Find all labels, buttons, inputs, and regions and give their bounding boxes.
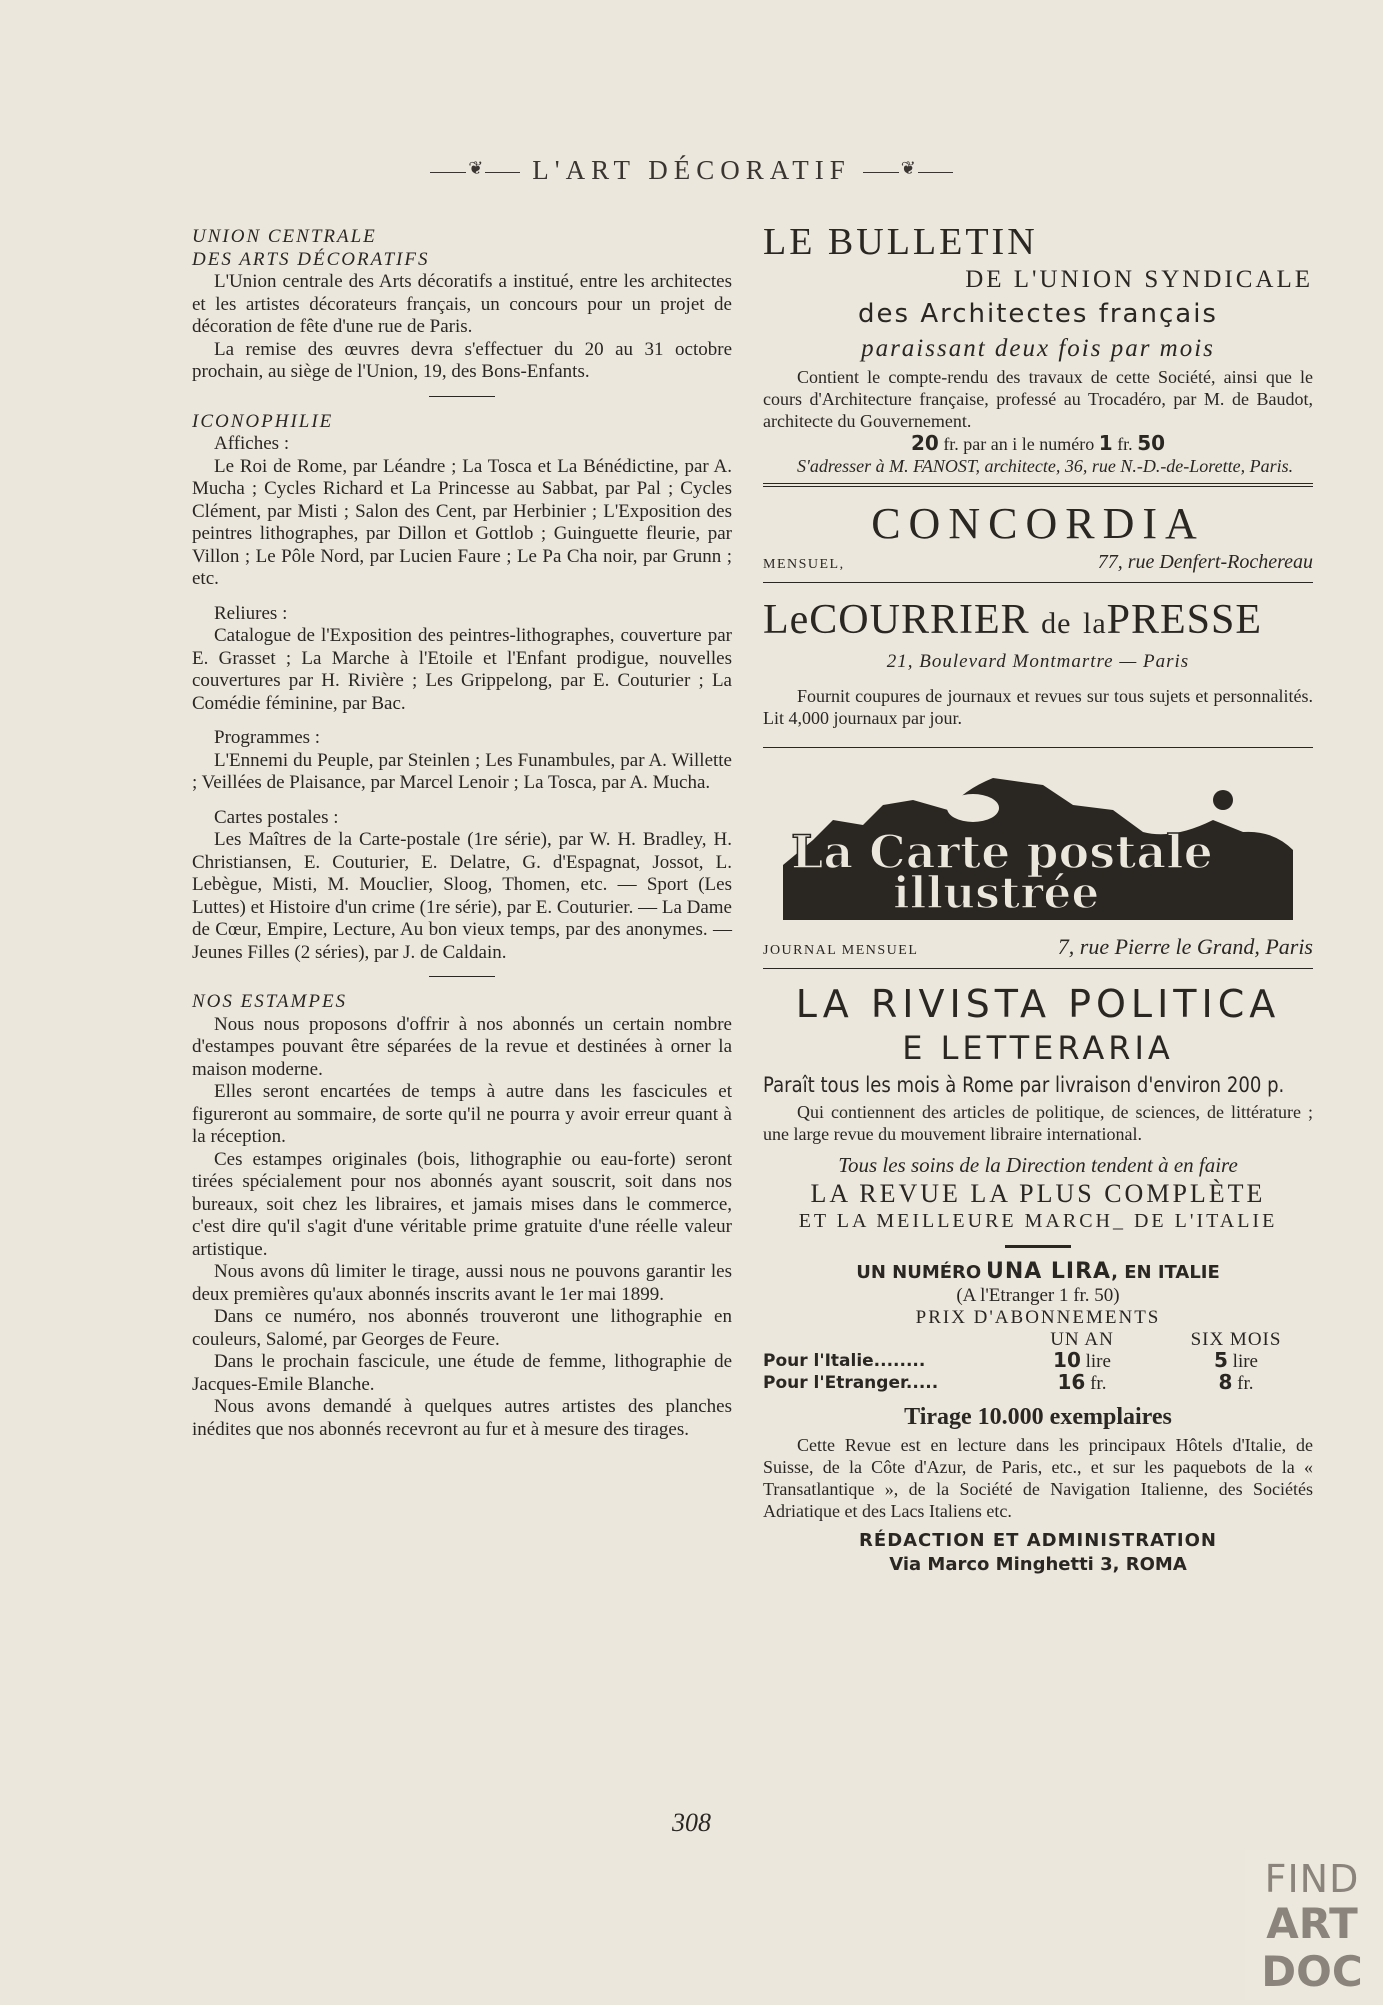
rivista-italic: Tous les soins de la Direction tendent à en faire [838,1153,1238,1177]
carte-postale-logo-graphic [773,770,1303,920]
price-cell [1159,1372,1313,1394]
section-divider [429,396,495,397]
table-row [763,1372,1313,1394]
price-header-cell: SIX MOIS [1190,1329,1282,1350]
courrier-de: de [1041,607,1072,640]
price-value: 10 [1053,1348,1081,1372]
bulletin-subtitle-1: DE L'UNION SYNDICALE [965,266,1313,293]
estampes-paragraph: Elles seront encartées de temps à autre dans les fascicules et figureront au sommaire, de sorte qu'il ne pourra y avoir erreur quant à la réception. [192,1081,732,1147]
concordia-title: CONCORDIA [871,499,1205,548]
rivista-tirage: Tirage 10.000 exemplaires [904,1404,1172,1430]
carte-postale-logo-line2: illustrée [893,868,1100,919]
courrier-courrier: COURRIER [809,597,1030,643]
page-number: 308 [672,1808,711,1837]
concordia-info [763,551,1313,574]
courrier-presse: PRESSE [1106,597,1263,643]
price-cell [1159,1350,1313,1372]
carte-postale-info [763,934,1313,960]
rivista-numero-a: UN NUMÉRO [856,1262,982,1283]
courrier-body: Fournit coupures de journaux et revues sur tous sujets et personnalités. Lit 4,000 journaux par jour. [763,686,1313,728]
price-cell [1005,1372,1159,1394]
price-table-header [763,1329,1313,1350]
watermark-graphic [1245,1850,1380,2000]
carte-postale-logo [773,770,1303,920]
courrier-ad [763,595,1313,729]
rivista-title-1: LA RIVISTA POLITICA [795,982,1281,1026]
bulletin-price-d: fr. [1117,434,1133,454]
rivista-prix: PRIX D'ABONNEMENTS [915,1307,1161,1328]
estampes-section [192,991,732,1441]
rivista-tirage-body: Cette Revue est en lecture dans les principaux Hôtels d'Italie, de Suisse, de la Côte d'Azur, de Paris, etc., et sur les paquebots de la « Transatlantique », de la Société de Navigation Italienne, des Sociétés Adriatique et des Lacs Italiens etc. [763,1435,1313,1521]
rivista-numero-c: , EN ITALIE [1111,1262,1220,1283]
table-row [763,1350,1313,1372]
price-table [763,1329,1313,1394]
running-head-title: L'ART DÉCORATIF [532,155,851,185]
ad-divider [763,747,1313,748]
carte-postale-ad [763,770,1313,960]
watermark-line2: ART [1266,1899,1358,1948]
price-header-cell: UN AN [1050,1329,1114,1350]
bulletin-subtitle-3: paraissant deux fois par mois [861,335,1215,362]
estampes-paragraph: Ces estampes originales (bois, lithographie ou eau-forte) seront tirées spécialement pour nos abonnés ayant souscrit, soit dans nos bureaux, soit chez les libraires, et jamais mises dans le commerce, c'est dire qu'il s'agit d'une véritable prime gratuite d'une réelle valeur artistique. [192,1148,732,1260]
price-unit: fr. [1090,1373,1107,1394]
bulletin-title: LE BULLETIN [763,221,1038,263]
ad-divider [763,582,1313,583]
rivista-caps-2: ET LA MEILLEURE MARCH_ DE L'ITALIE [798,1210,1278,1232]
rivista-title-2: E LETTERARIA [902,1029,1174,1067]
rivista-redaction: RÉDACTION ET ADMINISTRATION [859,1530,1217,1551]
iconophilie-title: ICONOPHILIE [192,410,334,432]
rivista-ad [763,981,1313,1576]
carte-postale-frequency: JOURNAL MENSUEL [763,943,919,958]
union-title-1: UNION CENTRALE [192,226,377,247]
estampes-paragraph: Dans ce numéro, nos abonnés trouveront une lithographie en couleurs, Salomé, par Georges de Feure. [192,1306,732,1350]
price-unit: lire [1232,1351,1258,1372]
rivista-via: Via Marco Minghetti 3, ROMA [889,1554,1187,1575]
courrier-la: la [1082,607,1107,640]
bulletin-address: S'adresser à M. FANOST, architecte, 36, rue N.-D.-de-Lorette, Paris. [797,456,1294,476]
right-ornament-icon [863,166,953,180]
rivista-caps-1: LA REVUE LA PLUS COMPLÈTE [810,1179,1266,1208]
programmes-text: L'Ennemi du Peuple, par Steinlen ; Les Funambules, par A. Willette ; Veillées de Plaisance, par Marcel Lenoir ; La Tosca, par A. Mucha. [192,749,732,793]
watermark-line3: DOC [1261,1947,1363,1996]
iconophilie-section [192,411,732,965]
left-column [192,226,732,1441]
concordia-frequency: MENSUEL, [763,557,845,572]
price-row-label: Pour l'Etranger..... [763,1372,939,1393]
cartes-label: Cartes postales : [214,806,339,828]
courrier-title [763,595,1313,649]
courrier-address: 21, Boulevard Montmartre — Paris [886,651,1190,672]
price-cell [1005,1350,1159,1372]
section-divider [429,976,495,977]
right-column [763,220,1313,1576]
rivista-periodicity: Paraît tous les mois à Rome par livraison d'environ 200 p. [763,1073,1285,1097]
bulletin-price-a: 20 [910,431,939,455]
price-value: 5 [1214,1348,1228,1372]
left-ornament-icon [430,166,520,180]
affiches-text: Le Roi de Rome, par Léandre ; La Tosca et La Bénédictine, par A. Mucha ; Cycles Richard et La Princesse au Sabbat, par Pal ; Cycles Clément, par Misti ; Salon des Cent, par Herbinier ; L'Exposition des peintres lithographes, par Dillon et Gottlob ; Guinguette fleurie, par Villon ; Le Pôle Nord, par Lucien Faure ; Le Pa Cha noir, par Grunn ; etc. [192,455,732,589]
bulletin-subtitle-2: des Architectes français [858,299,1218,329]
price-value: 16 [1057,1370,1086,1394]
rivista-body: Qui contiennent des articles de politique, de sciences, de littérature ; une large revue du mouvement libraire international. [763,1102,1313,1144]
price-row-label: Pour l'Italie........ [763,1350,926,1371]
bulletin-price-b: fr. par an i le numéro [943,434,1095,454]
bulletin-price [763,432,1313,455]
carte-postale-address: 7, rue Pierre le Grand, Paris [1057,934,1313,959]
price-value: 8 [1218,1370,1233,1394]
concordia-ad [763,497,1313,574]
price-unit: fr. [1237,1373,1254,1394]
bulletin-price-e: 50 [1137,431,1166,455]
rivista-etranger: (A l'Etranger 1 fr. 50) [956,1285,1120,1306]
courrier-le: Le [763,597,810,643]
rivista-numero-b: UNA LIRA [985,1259,1112,1284]
union-paragraph-1: L'Union centrale des Arts décoratifs a institué, entre les architectes et les artistes décorateurs français, un concours pour un projet de décoration de fête d'une rue de Paris. [192,271,732,337]
reliures-text: Catalogue de l'Exposition des peintres-lithographes, couverture par E. Grasset ; La Marche à l'Etoile et l'Enfant prodigue, nouvelles couvertures par H. Rivière ; Les Grippelong, par E. Couturier ; La Comédie féminine, par Bac. [192,625,732,714]
price-header-cell [763,1329,1005,1350]
carte-postale-logo-line1: La Carte postale [791,825,1213,879]
price-unit: lire [1085,1351,1111,1372]
union-paragraph-2: La remise des œuvres devra s'effectuer du 20 au 31 octobre prochain, au siège de l'Union, 19, des Bons-Enfants. [192,338,732,382]
estampes-paragraph: Nous avons demandé à quelques autres artistes des planches inédites que nos abonnés recevront au fur et à mesure des tirages. [192,1396,732,1440]
running-head [0,155,1383,186]
affiches-label: Affiches : [214,433,290,454]
ad-divider [763,968,1313,969]
bulletin-ad [763,220,1313,477]
cartes-text: Les Maîtres de la Carte-postale (1re série), par W. H. Bradley, H. Christiansen, E. Couturier, E. Delatre, G. d'Espagnat, Jossot, L. Lebègue, Misti, M. Mouclier, Sloog, Thomen, etc. — Sport (Les Luttes) et Histoire d'un crime (1re série), par E. Couturier. — La Dame de Cœur, Empire, Lecture, Au bon vieux temps, par des anonymes. — Jeunes Filles (2 séries), par J. de Caldain. [192,829,732,963]
reliures-label: Reliures : [214,602,288,624]
programmes-label: Programmes : [214,727,321,748]
concordia-address: 77, rue Denfert-Rochereau [1097,551,1313,573]
estampes-title: NOS ESTAMPES [192,991,348,1012]
bulletin-body: Contient le compte-rendu des travaux de cette Société, ainsi que le cours d'Architecture française, professé au Trocadéro, par M. de Baudot, architecte du Gouvernement. [763,367,1313,431]
estampes-paragraph: Nous avons dû limiter le tirage, aussi nous ne pouvons garantir les deux premières qu'aux abonnés inscrits avant le 1er mai 1899. [192,1261,732,1305]
rivista-divider [1005,1245,1071,1248]
union-title-2: DES ARTS DÉCORATIFS [192,248,430,270]
rivista-numero [763,1260,1313,1285]
union-section [192,226,732,384]
watermark-line1: FIND [1264,1857,1360,1901]
bulletin-price-c: 1 [1098,431,1113,455]
findartdoc-watermark [1245,1850,1380,2000]
estampes-paragraph: Dans le prochain fascicule, une étude de femme, lithographie de Jacques-Emile Blanche. [192,1351,732,1395]
ad-divider [763,483,1313,487]
estampes-paragraph: Nous nous proposons d'offrir à nos abonnés un certain nombre d'estampes pouvant être séparées de la revue et destinées à orner la maison moderne. [192,1013,732,1080]
